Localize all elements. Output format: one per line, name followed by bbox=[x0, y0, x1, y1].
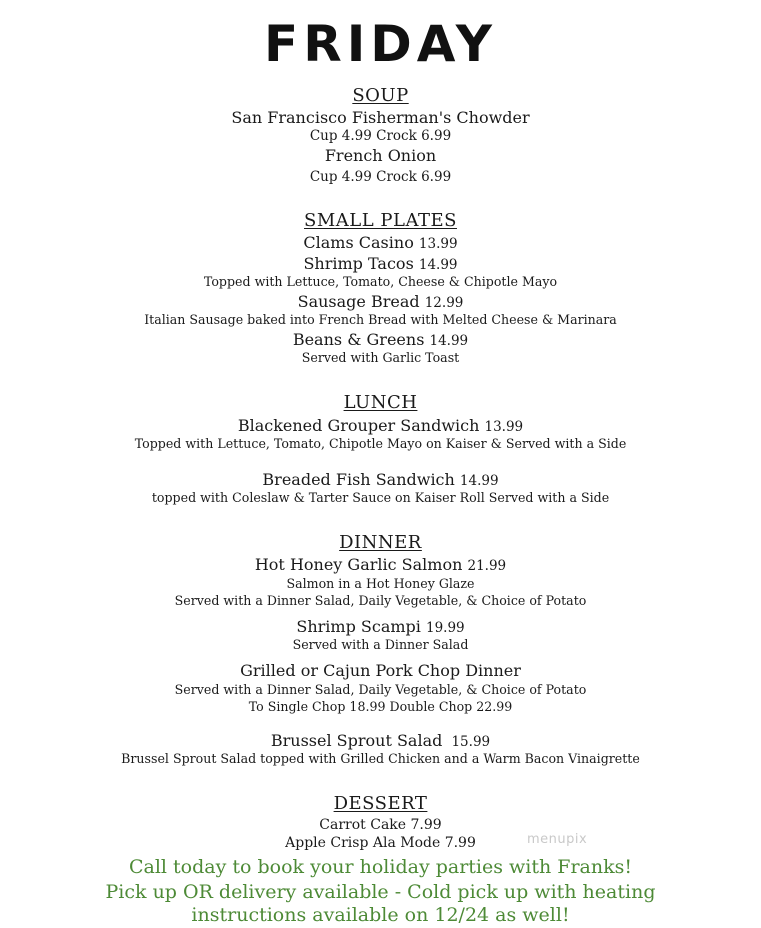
item-scampi-desc: Served with a Dinner Salad bbox=[292, 637, 469, 652]
item-carrot-cake: Carrot Cake 7.99 bbox=[319, 817, 442, 833]
item-beans-name: Beans & Greens bbox=[292, 330, 425, 349]
item-clams bbox=[0, 233, 761, 254]
item-brussel-name: Brussel Sprout Salad bbox=[270, 731, 443, 750]
item-chowder-name: San Francisco Fisherman's Chowder bbox=[231, 108, 530, 127]
item-apple-crisp: Apple Crisp Ala Mode 7.99 bbox=[285, 835, 476, 851]
footer-line-3: instructions available on 12/24 as well! bbox=[191, 904, 570, 926]
item-beans bbox=[0, 330, 761, 351]
section-header-soup: SOUP bbox=[352, 85, 409, 106]
item-salmon bbox=[0, 555, 761, 576]
item-grouper-desc: Topped with Lettuce, Tomato, Chipotle Mayo on Kaiser & Served with a Side bbox=[134, 436, 627, 451]
item-brussel-price: 15.99 bbox=[451, 734, 491, 750]
item-beans-desc: Served with Garlic Toast bbox=[301, 350, 460, 365]
item-onion-prices: Cup 4.99 Crock 6.99 bbox=[309, 169, 452, 185]
section-header-small-plates: SMALL PLATES bbox=[304, 210, 457, 231]
item-brussel-desc: Brussel Sprout Salad topped with Grilled Chicken and a Warm Bacon Vinaigrette bbox=[121, 751, 640, 766]
watermark: menupix bbox=[527, 832, 588, 847]
item-sausage-name: Sausage Bread bbox=[297, 292, 420, 311]
item-beans-price: 14.99 bbox=[429, 333, 469, 349]
item-salmon-price: 21.99 bbox=[467, 558, 507, 574]
item-grouper-price: 13.99 bbox=[484, 419, 524, 435]
item-pork-name: Grilled or Cajun Pork Chop Dinner bbox=[240, 661, 521, 680]
item-onion-name: French Onion bbox=[324, 146, 437, 165]
item-scampi-name: Shrimp Scampi bbox=[296, 617, 421, 636]
item-clams-name: Clams Casino bbox=[303, 233, 414, 252]
item-salmon-desc-1: Salmon in a Hot Honey Glaze bbox=[286, 576, 475, 591]
item-brussel bbox=[0, 731, 761, 752]
item-sausage-desc: Italian Sausage baked into French Bread with Melted Cheese & Marinara bbox=[144, 312, 617, 327]
item-fish bbox=[0, 470, 761, 491]
item-clams-price: 13.99 bbox=[418, 236, 458, 252]
item-grouper bbox=[0, 416, 761, 437]
section-header-dinner: DINNER bbox=[339, 532, 422, 553]
item-pork-desc-1: Served with a Dinner Salad, Daily Vegetable, & Choice of Potato bbox=[174, 682, 587, 697]
item-tacos-name: Shrimp Tacos bbox=[303, 254, 414, 273]
page-title: FRIDAY bbox=[264, 15, 497, 73]
item-fish-price: 14.99 bbox=[459, 473, 499, 489]
item-fish-desc: topped with Coleslaw & Tarter Sauce on Kaiser Roll Served with a Side bbox=[151, 490, 610, 505]
item-salmon-desc-2: Served with a Dinner Salad, Daily Vegetable, & Choice of Potato bbox=[174, 593, 587, 608]
item-tacos bbox=[0, 254, 761, 275]
item-chowder-prices: Cup 4.99 Crock 6.99 bbox=[309, 128, 452, 144]
section-header-dessert: DESSERT bbox=[333, 793, 428, 814]
item-fish-name: Breaded Fish Sandwich bbox=[262, 470, 455, 489]
footer-line-2: Pick up OR delivery available - Cold pick up with heating bbox=[105, 881, 656, 903]
item-grouper-name: Blackened Grouper Sandwich bbox=[237, 416, 480, 435]
item-scampi-price: 19.99 bbox=[425, 620, 465, 636]
item-tacos-price: 14.99 bbox=[418, 257, 458, 273]
item-sausage bbox=[0, 292, 761, 313]
section-header-lunch: LUNCH bbox=[343, 392, 418, 413]
item-pork-desc-2: To Single Chop 18.99 Double Chop 22.99 bbox=[248, 699, 513, 714]
item-sausage-price: 12.99 bbox=[424, 295, 464, 311]
footer-line-1: Call today to book your holiday parties with Franks! bbox=[128, 856, 633, 878]
item-scampi bbox=[0, 617, 761, 638]
item-salmon-name: Hot Honey Garlic Salmon bbox=[254, 555, 463, 574]
item-tacos-desc: Topped with Lettuce, Tomato, Cheese & Chipotle Mayo bbox=[203, 274, 558, 289]
